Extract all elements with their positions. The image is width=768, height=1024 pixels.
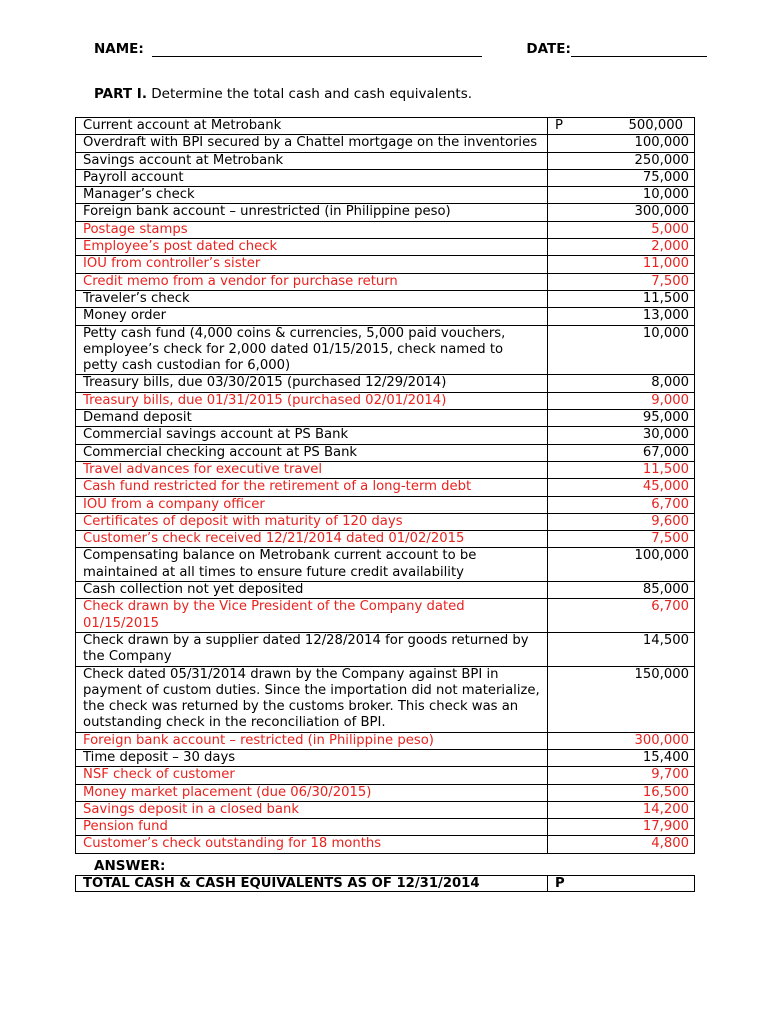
item-description: Credit memo from a vendor for purchase return — [76, 273, 548, 290]
table-row — [76, 169, 695, 186]
item-description: Current account at Metrobank — [76, 118, 548, 135]
part-label: PART I. — [94, 86, 147, 102]
item-amount: 16,500 — [548, 784, 695, 801]
table-row — [76, 531, 695, 548]
answer-row — [76, 876, 695, 892]
table-row — [76, 582, 695, 599]
item-amount: 300,000 — [548, 732, 695, 749]
date-field[interactable] — [571, 42, 707, 57]
item-amount: 250,000 — [548, 152, 695, 169]
name-label: NAME: — [94, 41, 144, 57]
item-amount: 14,500 — [548, 632, 695, 666]
item-description: Customer’s check received 12/21/2014 dated 01/02/2015 — [76, 531, 548, 548]
table-row — [76, 732, 695, 749]
table-row — [76, 204, 695, 221]
item-amount: 6,700 — [548, 599, 695, 633]
item-description: Money order — [76, 308, 548, 325]
item-description: Employee’s post dated check — [76, 239, 548, 256]
item-description: Foreign bank account – restricted (in Philippine peso) — [76, 732, 548, 749]
item-description: Postage stamps — [76, 221, 548, 238]
item-amount: 4,800 — [548, 836, 695, 853]
name-field[interactable] — [152, 42, 482, 57]
table-row — [76, 513, 695, 530]
item-description: Foreign bank account – unrestricted (in Philippine peso) — [76, 204, 548, 221]
item-description: Petty cash fund (4,000 coins & currencies, 5,000 paid vouchers, employee’s check for 2,000 dated 01/15/2015, check named to petty cash custodian for 6,000) — [76, 325, 548, 375]
item-amount: 17,900 — [548, 819, 695, 836]
item-description: Check dated 05/31/2014 drawn by the Company against BPI in payment of custom duties. Since the importation did not materialize, the check was returned by the customs broker. This check was an outstanding check in the reconciliation of BPI. — [76, 666, 548, 732]
table-row — [76, 118, 695, 135]
part-instruction: Determine the total cash and cash equivalents. — [151, 86, 473, 102]
cash-items-table — [75, 117, 695, 854]
table-row — [76, 767, 695, 784]
item-amount: 95,000 — [548, 410, 695, 427]
item-description: Commercial savings account at PS Bank — [76, 427, 548, 444]
item-amount: 30,000 — [548, 427, 695, 444]
item-amount: 9,700 — [548, 767, 695, 784]
item-amount: 11,000 — [548, 256, 695, 273]
total-answer-cell[interactable] — [548, 876, 695, 892]
table-row — [76, 632, 695, 666]
item-description: IOU from a company officer — [76, 496, 548, 513]
item-description: Cash collection not yet deposited — [76, 582, 548, 599]
part-heading — [94, 86, 472, 102]
header — [94, 41, 714, 57]
item-description: Customer’s check outstanding for 18 months — [76, 836, 548, 853]
answer-label: ANSWER: — [94, 858, 166, 874]
table-row — [76, 410, 695, 427]
item-amount: 8,000 — [548, 375, 695, 392]
table-row — [76, 375, 695, 392]
item-amount: 100,000 — [548, 548, 695, 582]
table-row — [76, 784, 695, 801]
item-description: Demand deposit — [76, 410, 548, 427]
item-description: Savings deposit in a closed bank — [76, 801, 548, 818]
total-label: TOTAL CASH & CASH EQUIVALENTS AS OF 12/31/2014 — [76, 876, 548, 892]
item-description: Certificates of deposit with maturity of 120 days — [76, 513, 548, 530]
item-amount: 300,000 — [548, 204, 695, 221]
currency-symbol: P — [555, 118, 563, 133]
table-row — [76, 221, 695, 238]
item-amount: 6,700 — [548, 496, 695, 513]
table-row — [76, 187, 695, 204]
item-amount-value: 500,000 — [628, 118, 683, 133]
item-amount: 9,600 — [548, 513, 695, 530]
item-amount: 14,200 — [548, 801, 695, 818]
item-amount: 2,000 — [548, 239, 695, 256]
answer-table — [75, 875, 695, 892]
item-description: Overdraft with BPI secured by a Chattel mortgage on the inventories — [76, 135, 548, 152]
item-amount: 5,000 — [548, 221, 695, 238]
item-description: Treasury bills, due 03/30/2015 (purchased 12/29/2014) — [76, 375, 548, 392]
item-description: Manager’s check — [76, 187, 548, 204]
table-row — [76, 599, 695, 633]
item-description: Savings account at Metrobank — [76, 152, 548, 169]
item-description: Travel advances for executive travel — [76, 461, 548, 478]
item-description: Check drawn by the Vice President of the Company dated 01/15/2015 — [76, 599, 548, 633]
table-row — [76, 427, 695, 444]
table-row — [76, 308, 695, 325]
table-row — [76, 836, 695, 853]
table-row — [76, 392, 695, 409]
table-row — [76, 444, 695, 461]
table-row — [76, 749, 695, 766]
item-description: Cash fund restricted for the retirement of a long-term debt — [76, 479, 548, 496]
table-row — [76, 496, 695, 513]
item-amount: 11,500 — [548, 290, 695, 307]
item-amount: 7,500 — [548, 273, 695, 290]
item-description: Compensating balance on Metrobank current account to be maintained at all times to ensure future credit availability — [76, 548, 548, 582]
table-row — [76, 461, 695, 478]
item-amount: 75,000 — [548, 169, 695, 186]
table-row — [76, 273, 695, 290]
item-amount: 67,000 — [548, 444, 695, 461]
item-amount: 7,500 — [548, 531, 695, 548]
table-row — [76, 801, 695, 818]
item-amount: 100,000 — [548, 135, 695, 152]
item-amount: 45,000 — [548, 479, 695, 496]
item-amount: 85,000 — [548, 582, 695, 599]
item-amount: 13,000 — [548, 308, 695, 325]
total-currency: P — [555, 876, 565, 891]
item-amount: 15,400 — [548, 749, 695, 766]
table-row — [76, 479, 695, 496]
item-description: IOU from controller’s sister — [76, 256, 548, 273]
date-label: DATE: — [526, 41, 571, 57]
table-row — [76, 239, 695, 256]
item-amount: 10,000 — [548, 187, 695, 204]
item-description: Pension fund — [76, 819, 548, 836]
table-row — [76, 135, 695, 152]
item-description: Time deposit – 30 days — [76, 749, 548, 766]
table-row — [76, 152, 695, 169]
item-amount: 11,500 — [548, 461, 695, 478]
item-description: Check drawn by a supplier dated 12/28/2014 for goods returned by the Company — [76, 632, 548, 666]
table-row — [76, 548, 695, 582]
item-amount: 9,000 — [548, 392, 695, 409]
item-description: Traveler’s check — [76, 290, 548, 307]
table-row — [76, 325, 695, 375]
item-description: NSF check of customer — [76, 767, 548, 784]
item-amount: 10,000 — [548, 325, 695, 375]
table-row — [76, 256, 695, 273]
item-description: Money market placement (due 06/30/2015) — [76, 784, 548, 801]
item-amount — [548, 118, 695, 135]
item-amount: 150,000 — [548, 666, 695, 732]
item-description: Commercial checking account at PS Bank — [76, 444, 548, 461]
table-row — [76, 819, 695, 836]
cash-items-body — [76, 118, 695, 854]
item-description: Payroll account — [76, 169, 548, 186]
table-row — [76, 666, 695, 732]
table-row — [76, 290, 695, 307]
item-description: Treasury bills, due 01/31/2015 (purchased 02/01/2014) — [76, 392, 548, 409]
